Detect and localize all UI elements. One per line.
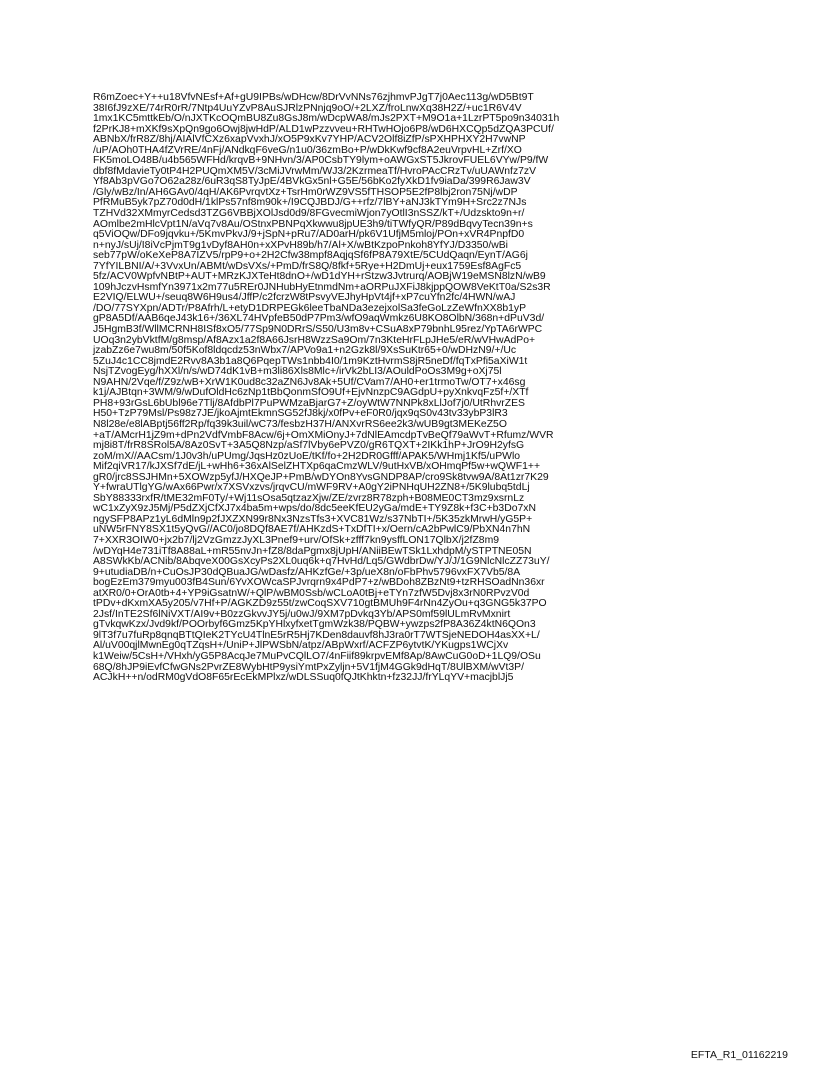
text-line: J5HgmB3f/WllMCRNH8ISf8xO5/77Sp9N0DRrS/S50/U3m8v+CSuA8xP79bnhL95rez/YpTA6rWPC [93, 324, 543, 336]
text-line: N8l28e/e8lABptj56ff2Rp/fq39k3uil/wC73/fesbzH37H/ANXvrRS6ee2k3/wUB9gt3MEKeZ5O [93, 418, 507, 430]
text-line: dbf8fMdavieTy0tP4H2PUQmXM5V/3cMiJVrwMm/WJ3/2KzrmeaTf/HvroPAcCRzTv/uUAWnfz7zV [93, 165, 537, 177]
text-line: 7YfYILBNI/A/+3VvxUn/ABMt/wDsVXs/+PmD/frS8Q/8fkf+5Rye+H2DmUj+eux1759Esf8AgFc5 [93, 260, 522, 272]
document-id: EFTA_R1_01162219 [690, 1049, 788, 1061]
text-line: zoM/mX//AACsm/1J0v3h/uPUmg/JqsHz0zUoE/tKf/fo+2H2DR0Gfff/APAK5/WHmj1Kf5/uPWlo [93, 450, 521, 462]
text-line: 38I6fJ9zXE/74rR0rR/7Ntp4UuYZvP8AuSJRlzPNnjq9oO/+2LXZ/froLnwXq38H2Z/+uc1R6V4V [93, 102, 522, 114]
text-line: seb77pW/oKeXeP8A7IZV5/rpP9+o+2H2Cfw38mpf8AqjqSf6fP8A79XtE/5CUdQaqn/EynT/AG6j [93, 250, 528, 262]
text-line: wC1xZyX9zJ5Mj/P5dZXjCfXJ7x4ba5m+wps/do/8dc5eeKfEU2yGa/mdE+TY9Z8k+f3C+b3Do7xN [93, 503, 536, 515]
text-line: +aT/AMcrH1jZ9m+dPn2VdfVmbF8Acw/6j+OmXMiOnyJ+7dNlEAmcdpTvBeQf79aWvT+Rfumz/WVR [93, 429, 554, 441]
text-line: PfRMuB5yk7pZ70d0dH/1klPs57nf8m90k+/I9CQJBDJ/G++rfz/7lBY+aNJ3kTYm9H+Src2z7NJs [93, 197, 527, 209]
text-line: k1Weiw/5CsH+/VHxh/yG5P8AcqJe7MuPvCQlLO7/4nFiif89krpvEMf8Ap/8AwCuG0oD+1LQ9/OSu [93, 650, 541, 662]
text-line: gP8A5Df/AAB6qeJ43k16+/36XL74HVpfeB50dP7Pm3/wfO9aqWmkz6U8KO8OlbN/368n+dPuV3d/ [93, 313, 545, 325]
text-line: 9lT3f7u7fuRp8qnqBTtQIeK2TYcU4TlnE5rR5Hj7KDen8dauvf8hJ3ra0rT7WTSjeNEDOH4asXX+L/ [93, 629, 540, 641]
text-line: jzabZz6e7wu8m/50f5Kof8ldqcdz53nWbx7/APVo9a1+n2Gzk8l/9XsSuKtr65+0/wDHzN9/+/Uc [93, 345, 517, 357]
text-line: uNW5rFNY8SX1t5yQvG//AC0/jo8DQf8AE7f/AHKzdS+TxDfTI+x/Oern/cA2bPwlC9/PbXN4n7hN [93, 524, 531, 536]
text-line: 68Q/8hJP9iEvfCfwGNs2PvrZE8WybHtP9ysiYmtPxZyljn+5V1fjM4GGk9dHqT/8UlBXM/wVt3P/ [93, 661, 524, 673]
text-line: /wDYqH4e731iTf8A88aL+mR55nvJn+fZ8/8daPgmx8jUpH/ANiiBEwTSk1LxhdpM/ySTPTNE05N [93, 545, 532, 557]
text-line: k1j/AJBtqn+3WM/9/wDufOldHc6zNp1tBbQonmSfO9Uf+EjvNnzpC9AGdpU+pyXnkvqFz5f+/XTf [93, 387, 529, 399]
text-line: N9AHN/2Vqe/f/Z9z/wB+XrW1K0ud8c32aZN6Jv8Ak+5Uf/CVam7/AH0+er1trmoTw/OT7+x46sg [93, 376, 526, 388]
text-line: Mif2qiVR17/kJXSf7dE/jL+wHh6+36xAlSelZHTXp6qaCmzWLV/9utHxVB/xOHmqPf5w+wQWF1++ [93, 461, 541, 473]
text-line: E2VIQ/ELWU+/seuq8W6H9us4/JffP/c2fcrzW8tPsvyVEJhyHpVt4jf+xP7cuYfn2fc/4HWN/wAJ [93, 292, 516, 304]
text-line: f2PrKJ8+mXKf9sXpQn9go6Owj8jwHdP/ALD1wPzzvveu+RHTwHOjo6P8/wD6HXCQp5dZQA3PCUf/ [93, 123, 554, 135]
text-line: ngySFP8APz1yL6dMln9p2fJXZXN99r8Nx3NzsTfs3+XVC81Wz/s37NbTI+/5K35zkMrwH/yG5P+ [93, 513, 533, 525]
text-line: ABNbX/frR8Z/8hj/AIAlVfCXz6xapVvxhJ/xO5P9xKv7YHP/ACV2Olf8iZfP/sPXHPHXY2H7vwNP [93, 134, 526, 146]
text-line: ACJkH++n/odRM0gVdO8F65rEcEkMPlxz/wDLSSuq0fQJtKhktn+fz32JJ/frYLqYV+macjblJj5 [93, 672, 514, 684]
text-line: mj8i8T/frR8SRol5A/8Az0SvT+3A5Q8Nzp/aSf7lVby6ePVZ0/gR6TQXT+2IKk1hP+JrO9H2yfsG [93, 440, 525, 452]
text-line: 5ZuJ4c1CC8jmdE2Rvv8A3b1a8Q6PqepTWs1nbb4I0/1m9KztHvrmS8jR5neDf/fqTxPfi5aXiW1t [93, 355, 528, 367]
text-line: 9+utudiaDB/n+CuOsJP30dQBuaJG/wDasfz/AHKzfGe/+3p/ueX8n/oFbPhv5796vxFX7Vb5/8A [93, 566, 521, 578]
text-line: /uP/AOh0THA4fZVrRE/4nFj/ANdkqF6veG/n1u0/36zmBo+P/wDkKwf9cf8A2euVrpvHL+Zrf/XO [93, 144, 522, 156]
text-line: SbY88333rxfR/tME32mF0Ty/+Wj11sOsa5qtzazXjw/ZE/zvrz8R78zph+B08ME0CT3mz9xsrnLz [93, 492, 525, 504]
text-line: 109hJczvHsmfYn3971x2m77u5REr0JNHubHyEtnmdNm+aORPuJXFiJ8kjppQOW8VeKtT0a/S2s3R [93, 281, 551, 293]
text-line: R6mZoec+Y++u18VfvNEsf+Af+gU9IPBs/wDHcw/8DrVvNNs76zjhmvPJgT7j0Aec113g/wD5Bt9T [93, 92, 534, 103]
text-line: tPDv+dKxmXA5y205/v7Hf+P/AGKZD9z55t/zwCoqSXV710gtBMUh9F4rNn4ZyOu+q3GNG5k37PO [93, 598, 547, 610]
text-line: /DO/77SYXpn/ADTr/P8Afrh/L+etyD1DRPEGk6leeTbaNDa3ezejxolSa3feGoLzZeWfnXX8b1yP [93, 302, 527, 314]
text-line: q5ViOQw/DFo9jqvku+/5KmvPkvJ/9+jSpN+pRu7/AD0arH/pk6V1UfjM5mloj/POn+xVR4PnpfD0 [93, 229, 525, 241]
text-line: PH8+93rGsL6bUbl96e7Tlj/8AfdbPl7PuPWMzaBjarG7+Z/oyWtW7NNPk8xLlJof7j0/UtRhvrZES [93, 397, 525, 409]
text-line: 7+XXR3OIW0+jx2b7/lj2VzGmzzJyXL3Pnef9+urv/OfSk+zfff7kn9ysffLON17QlbX/j2fZ8m9 [93, 534, 500, 546]
text-line: 1mx1KC5mttkEb/O/nJXTKcOQmBU8Zu8GsJ8m/wDcpWA8/mJs2PXT+M9O1a+1LzrPT5po9n34031h [93, 113, 560, 125]
text-line: FK5moLO48B/u4b565WFHd/krqvB+9NHvn/3/AP0CsbTY9lym+oAWGxST5JkrovFUEL6VYw/P9/fW [93, 155, 549, 167]
text-line: H50+TzP79Msl/Ps98z7JE/jkoAjmtEkmnSG52fJ8kj/x0fPv+eF0R0/jqx9qS0v43tv33ybP3lR3 [93, 408, 508, 420]
text-line: UOq3n2ybVktfM/g8msp/Af8Azx1a2f8A66JsrH8WzzSa9Om/7n3KteHrFLpJHe5/eR/wVHwAdPo+ [93, 334, 536, 346]
text-line: TZHVd32XMmyrCedsd3TZG6VBBjXOlJsd0d9/8FGvecmiWjon7yOtlI3nSSZ/kT+/Udzskto9n+r/ [93, 208, 525, 220]
text-line: 5fz/ACV0WpfvNBtP+AUT+MRzKJXTeHt8dnO+/wD1dYH+rStzw3Jvtrurq/AOBjW19eMSN8lzN/wB9 [93, 271, 546, 283]
text-line: NsjTZvogEyg/hXXl/n/s/wD74dK1vB+m3li86Xls8Mlc+/irVk2bLI3/AOuldPoOs3M9g+oXj75l [93, 366, 502, 378]
text-line: gTvkqwKzx/Jvd9kf/POOrbyf6Gmz5KpYHlxyfxetTgmWzk38/PQBW+ywzps2fP8A36Z4ktN6QOn3 [93, 619, 536, 631]
text-line: A8SWkKb/ACNib/8AbqveX00GsXcyPs2XL0uq6k+q7HvHd/Lq5/GWdbrDw/YJ/J/1G9NlcNlcZZ73uY/ [93, 556, 550, 568]
text-line: Al/uV00qjlMwnEg0qTZqsH+/UniP+JlPWSbN/atpz/ABpWxrf/ACFZP6ytvtK/YKugps1WCjXv [93, 640, 509, 652]
text-line: bogEzEm379myu003fB4Sun/6YvXOWcaSPJvrqrn9x4PdP7+z/wBDoh8ZBzNt9+tzRHSOadNn36xr [93, 577, 545, 589]
encoded-text-block [93, 93, 733, 684]
text-line: n+nyJ/sUj/I8iVcPjmT9g1vDyf8AH0n+xXPvH89b/h7/Al+X/wBtKzpoPnkoh8YfYJ/D3350/wBi [93, 239, 508, 251]
text-line: /Gly/wBz/In/AH6GAv0/4qH/AK6PvrqvtXz+TsrHm0rWZ9VS5fTHSOP5E2fP8lbj2ron75Nj/wDP [93, 186, 518, 198]
text-line: Yf8Ab3pVGo7O62a28z/6uR3qS8TyJpE/4BVkGx5nl+G5E/56bKo2fyXkD1fv9iaDa/399R6Jaw3V [93, 176, 531, 188]
text-line: 2Jsf/InTE2Sf6lNiVXT/AI9v+B0zzGkvvJY5j/u0wJ/9XM7pDvkq3Yb/APS0mf59lULmRvMxnirt [93, 608, 511, 620]
text-line: Y+fwraUTlgYG/wAx66Pwr/x7XSVxzvs/jrqvCU/mWF9RV+A0gY2iPNHqUH2ZN8+/5K9lubq5tdLj [93, 482, 530, 494]
text-line: gR0/jrc8SSJHMn+5XOWzp5yfJ/HXQeJP+PmB/wDYOn8YvsGNDP8AP/cro9Sk8tvw9A/8At1zr7K29 [93, 471, 549, 483]
text-line: atXR0/0+OrA0tb+4+YP9iGsatnW/+QlP/wBM0Ssb/wCLoA0tBj+eTYn7zfW5Dvj8x3rN0RPvzV0d [93, 587, 530, 599]
text-line: AOmlbe2mHlcVpt1N/aVq7v8Au/OStnxPBNPqXkwwu8jpUE3h9/tiTWfyQR/P89dBqvyTecn39n+s [93, 218, 533, 230]
